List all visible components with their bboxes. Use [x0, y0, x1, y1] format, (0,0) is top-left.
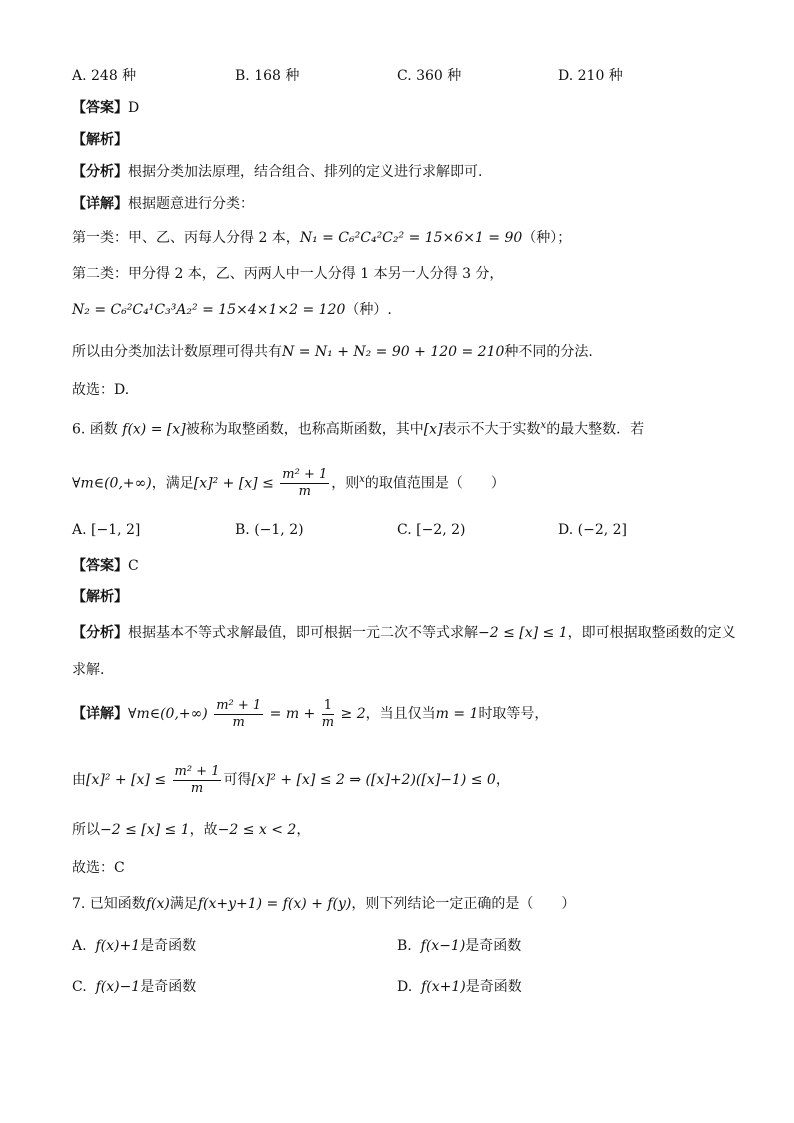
- step3-end: ，: [296, 822, 311, 838]
- class2-unit: （种）.: [345, 302, 392, 318]
- answer-tag: 【答案】: [72, 100, 128, 116]
- q6-ineq: [x]² + [x] ≤: [193, 475, 274, 492]
- opt-text: 是奇函数: [140, 938, 197, 954]
- xj-post2: 时取等号，: [478, 706, 549, 722]
- opt-label: D.: [397, 979, 413, 995]
- opt-label: A.: [72, 938, 87, 954]
- q7-fx: f(x): [145, 896, 170, 912]
- xj-eq: = m +: [269, 706, 316, 722]
- xj-m1: m = 1: [435, 706, 479, 722]
- class1-unit: （种）；: [522, 230, 572, 246]
- q6-fenxi: [72, 623, 736, 643]
- opt-expr: f(x+1): [421, 979, 466, 995]
- step2-fraction: [173, 764, 222, 797]
- q6-select: 故选：C: [72, 860, 125, 876]
- q5-class2: 第二类：甲分得 2 本，乙、丙两人中一人分得 1 本另一人分得 3 分，: [72, 266, 504, 282]
- q5-option-a: A. 248 种: [72, 68, 137, 84]
- q7-option-a: [72, 936, 196, 956]
- step2-pre: 由: [72, 772, 86, 788]
- q6-stem-mid2: 表示不大于实数: [442, 421, 541, 438]
- xj-ge: ≥ 2: [340, 706, 366, 722]
- total-equation: N = N₁ + N₂ = 90 + 120 = 210: [282, 344, 505, 360]
- q7-option-d: [397, 977, 522, 997]
- xj-post: ，当且仅当: [365, 706, 436, 722]
- q7-option-b: [397, 936, 521, 956]
- step2-result: [x]² + [x] ≤ 2 ⇒ ([x]+2)([x]−1) ≤ 0: [251, 772, 496, 788]
- class1-text: 第一类：甲、乙、丙每人分得 2 本，: [72, 230, 300, 246]
- answer-tag: 【答案】: [72, 558, 128, 574]
- q7-stem: [72, 894, 575, 914]
- q6-option-b: B. (−1, 2): [235, 522, 304, 538]
- q5-select: 故选：D.: [72, 382, 130, 398]
- frac-numerator: m² + 1: [216, 697, 262, 713]
- frac-denominator: m: [321, 714, 335, 730]
- q5-jiexi-tag: 【解析】: [72, 132, 128, 148]
- q6-stem-mid: 被称为取整函数，也称高斯函数，其中: [185, 421, 424, 438]
- class1-equation: N₁ = C₆²C₄²C₂² = 15×6×1 = 90: [299, 230, 523, 246]
- frac-numerator: m² + 1: [282, 467, 328, 483]
- opt-text: 是奇函数: [140, 979, 197, 995]
- opt-expr: f(x)+1: [95, 938, 141, 954]
- opt-text: 是奇函数: [465, 979, 522, 995]
- q7-stem-mid: 满足: [169, 896, 198, 912]
- q6-forall: ∀m∈(0,+∞): [72, 475, 152, 492]
- opt-expr: f(x)−1: [95, 979, 141, 995]
- q6-stem-pre: 6. 函数: [72, 421, 118, 438]
- q5-xiangjie: [72, 194, 254, 214]
- q7-stem-pre: 7. 已知函数: [72, 896, 146, 912]
- frac-denominator: m: [232, 714, 245, 730]
- q6-xiangjie: [72, 696, 548, 732]
- q5-class2-eq-line: [72, 300, 392, 320]
- q6-stem-line1: [72, 416, 644, 440]
- q6-stem-line2: [72, 462, 505, 502]
- q7-stem-post: ，则下列结论一定正确的是（ ）: [351, 896, 576, 912]
- frac-denominator: m: [190, 780, 204, 796]
- step2-end: ，: [495, 772, 510, 788]
- step2-ineq: [x]² + [x] ≤: [86, 772, 167, 788]
- q6-var-x2: x: [359, 474, 365, 485]
- fenxi-tag: 【分析】: [72, 625, 128, 641]
- class2-equation: N₂ = C₆²C₄¹C₃³A₂² = 15×4×1×2 = 120: [72, 302, 346, 318]
- q6-fraction: [280, 467, 329, 500]
- answer-value: D: [128, 100, 140, 116]
- fenxi-pre: 根据基本不等式求解最值，即可根据一元二次不等式求解: [128, 625, 478, 641]
- xiangjie-tag: 【详解】: [72, 706, 128, 722]
- q5-total: [72, 342, 593, 362]
- q6-option-d: D. (−2, 2]: [558, 522, 627, 538]
- xiangjie-text: 根据题意进行分类：: [128, 196, 254, 212]
- fenxi-post: ，即可根据取整函数的定义: [567, 625, 736, 641]
- xj-fraction: [214, 698, 263, 731]
- q6-stem-post: 的最大整数．若: [546, 421, 645, 438]
- frac-denominator: m: [298, 484, 311, 500]
- fenxi-tag: 【分析】: [72, 164, 128, 180]
- q6-stem2-post2: 的取值范围是（ ）: [364, 475, 505, 492]
- q5-option-c: C. 360 种: [397, 68, 462, 84]
- q5-option-b: B. 168 种: [235, 68, 300, 84]
- q6-function-def: f(x) = [x]: [122, 421, 186, 438]
- q6-jiexi-tag: 【解析】: [72, 589, 128, 605]
- q5-class1: [72, 228, 571, 248]
- opt-expr: f(x−1): [420, 938, 466, 954]
- opt-text: 是奇函数: [465, 938, 522, 954]
- xj-fraction2: [322, 698, 334, 731]
- q7-option-c: [72, 977, 196, 997]
- fenxi-ineq: −2 ≤ [x] ≤ 1: [478, 625, 568, 641]
- q6-option-a: A. [−1, 2]: [72, 522, 141, 538]
- frac-numerator: m² + 1: [174, 763, 220, 779]
- q6-stem2-post1: ，则: [331, 475, 360, 492]
- frac-numerator: 1: [323, 697, 333, 713]
- opt-label: B.: [397, 938, 412, 954]
- step2-mid: 可得: [223, 772, 252, 788]
- step3-mid: ，故: [189, 822, 218, 838]
- q6-answer-line: [72, 556, 139, 576]
- q5-answer-line: [72, 98, 139, 118]
- q6-var-x: x: [540, 420, 547, 431]
- xj-forall: ∀m∈(0,+∞): [128, 706, 208, 722]
- q6-step2: [72, 762, 510, 798]
- total-post: 种不同的分法.: [504, 344, 593, 360]
- q6-option-c: C. [−2, 2): [397, 522, 466, 538]
- step3-pre: 所以: [72, 822, 100, 838]
- q6-bracket-x: [x]: [423, 421, 443, 438]
- q6-step3: [72, 820, 310, 840]
- opt-label: C.: [72, 979, 87, 995]
- q6-stem2-mid: ，满足: [151, 475, 194, 492]
- q5-fenxi: [72, 162, 482, 182]
- step3-b: −2 ≤ x < 2: [217, 822, 297, 838]
- fenxi-text: 根据分类加法原理，结合组合、排列的定义进行求解即可.: [128, 164, 483, 180]
- total-pre: 所以由分类加法计数原理可得共有: [72, 344, 282, 360]
- step3-a: −2 ≤ [x] ≤ 1: [100, 822, 190, 838]
- xiangjie-tag: 【详解】: [72, 196, 128, 212]
- q7-equation: f(x+y+1) = f(x) + f(y): [197, 896, 352, 912]
- q5-option-d: D. 210 种: [558, 68, 623, 84]
- q6-fenxi-line2: 求解.: [72, 662, 105, 678]
- answer-value: C: [128, 558, 139, 574]
